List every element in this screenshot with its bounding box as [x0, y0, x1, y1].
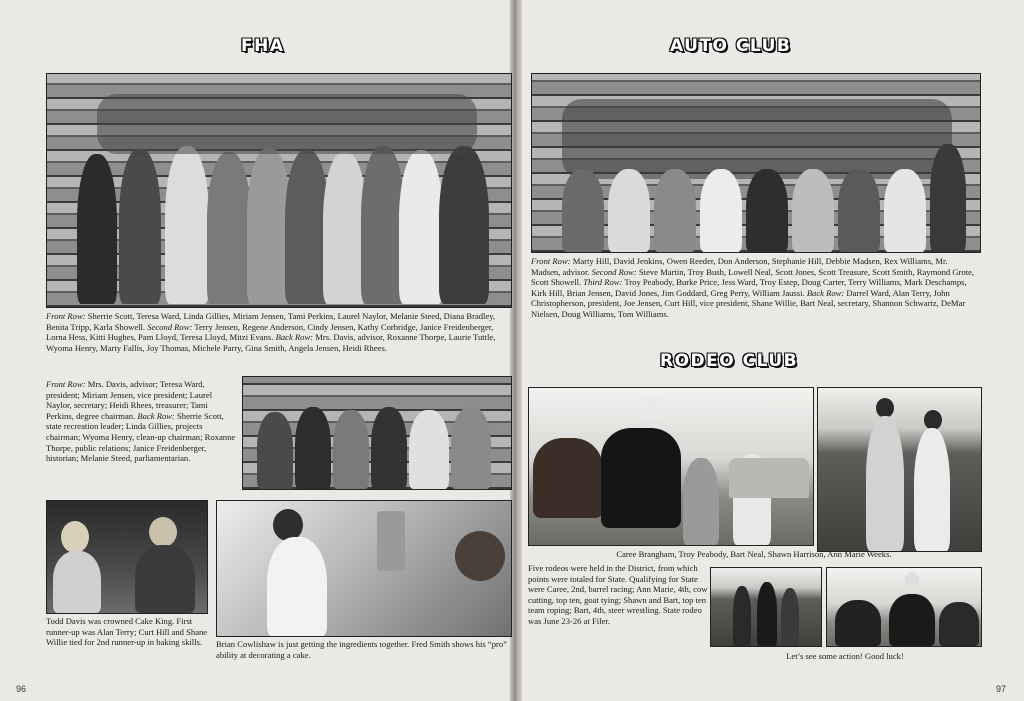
officer-figure	[295, 407, 331, 489]
student-figure	[119, 149, 161, 304]
student-figure	[267, 537, 327, 637]
back-rows-crowd	[97, 94, 477, 154]
member-figure	[562, 169, 604, 252]
member-figure	[884, 169, 926, 252]
officer-figure	[333, 410, 369, 489]
fha-group-caption: Front Row: Sherrie Scott, Teresa Ward, Linda Gillies, Miriam Jensen, Tami Perkins, Laurel Naylor, Melanie Steed, Diana Bradley, Benita Tripp, Karla Showell. Second Row: Terry Jensen, Regene Anderson, Cindy Jensen, Kathy Corbridge, Janice Freidenberger, Lorna Hess, Kitti Hughes, Pam Lloyd, Teresa Lloyd, Mitzi Evans. Back Row: Mrs. Davis, advisor, Roxanne Thorpe, Laurie Tuttle, Wyoma Henry, Marty Fallis, Joy Thomas, Michele Parry, Gina Smith, Angela Jensen, Heidi Rhees.	[46, 311, 496, 353]
member-figure	[838, 169, 880, 252]
rodeo-action-photo-1	[710, 567, 822, 647]
auto-club-group-photo	[531, 73, 981, 253]
officer-figure	[257, 412, 293, 489]
rodeo-results-caption: Five rodeos were held in the District, from which points were totaled for State. Qualifying for State were Caree, 2nd, barrel racing; Ann Marie, 4th, cow cutting, top ten, goat tying; Shawn and Bart, top ten team roping; Bart, 4th, steer wrestling. State rodeo was June 23-26 at Filer.	[528, 563, 708, 626]
horse	[835, 600, 881, 646]
member-figure	[608, 169, 650, 252]
rodeo-horses-photo	[528, 387, 814, 546]
horse	[889, 594, 935, 646]
page-number-right: 97	[996, 684, 1007, 694]
cake-king-photo	[46, 500, 208, 614]
officer-figure	[409, 410, 449, 489]
cake-king-caption: Todd Davis was crowned Cake King. First runner-up was Alan Terry; Curt Hill and Shane Willie tied for 2nd runner-up in baking skills.	[46, 616, 208, 648]
cake-making-photo	[216, 500, 512, 637]
member-figure	[700, 169, 742, 252]
rider-hat	[905, 572, 919, 586]
officer-figure	[451, 407, 491, 489]
member-figure	[733, 586, 751, 646]
student-figure	[53, 551, 101, 613]
member-head	[876, 398, 894, 418]
member-head	[924, 410, 942, 430]
rider-hat	[641, 398, 663, 420]
horse	[939, 602, 979, 646]
auto-club-heading: AUTO CLUB	[670, 36, 792, 56]
student-figure	[77, 154, 117, 304]
cake-making-caption: Brian Cowlishaw is just getting the ingredients together. Fred Smith shows his “pro” ability at decorating a cake.	[216, 639, 507, 660]
student-figure	[135, 545, 195, 613]
back-rows-crowd	[562, 99, 952, 179]
fha-group-photo	[46, 73, 512, 308]
member-figure	[866, 416, 904, 551]
rodeo-action-photo-2	[826, 567, 982, 647]
student-head	[149, 517, 177, 547]
blender	[377, 511, 405, 571]
truck	[729, 458, 809, 498]
rodeo-club-heading: RODEO CLUB	[660, 351, 799, 371]
student-figure	[439, 146, 489, 304]
rodeo-members-photo	[817, 387, 982, 552]
member-figure	[914, 428, 950, 551]
member-figure	[781, 588, 799, 646]
student-figure	[165, 146, 209, 304]
student-head	[61, 521, 89, 553]
member-figure	[930, 144, 966, 252]
officer-figure	[371, 407, 407, 489]
member-figure	[792, 169, 834, 252]
member-figure	[654, 169, 696, 252]
horse	[601, 428, 681, 528]
student-head	[455, 531, 505, 581]
page-number-left: 96	[16, 684, 27, 694]
member-figure	[746, 169, 788, 252]
auto-club-caption: Front Row: Marty Hill, David Jenkins, Owen Reeder, Don Anderson, Stephanie Hill, Debbie Madsen, Rex Williams, Mr. Madsen, advisor. Second Row: Steve Martin, Troy Bush, Lowell Neal, Scott Jones, Scott Treasure, Scott Smith, Raymond Grote, Scott Showell. Third Row: Troy Peabody, Burke Price, Jess Ward, Troy Estep, Doug Carter, Terry Williams, Mark Deschamps, Kirk Hill, Brian Jensen, David Jones, Jim Goddard, Greg Perry, William Jaussi. Back Row: Darrel Ward, Alan Terry, John Christopherson, president, Joe Jensen, Curt Hill, vice president, Shane Willie, Bart Neal, secretary, Shannon Schwartz, DeMar Nielsen, Doug Williams, Tom Williams.	[531, 256, 975, 319]
horse	[757, 582, 777, 646]
fha-heading: FHA	[241, 36, 285, 56]
student-figure	[399, 150, 443, 304]
student-figure	[207, 152, 251, 304]
rodeo-action-caption: Let’s see some action! Good luck!	[786, 651, 904, 661]
rodeo-members-caption: Caree Brangham, Troy Peabody, Bart Neal, Shawn Harrison, Ann Marie Weeks.	[616, 549, 892, 559]
member-figure	[683, 458, 719, 545]
fha-officers-photo	[242, 376, 512, 490]
fha-officers-caption: Front Row: Mrs. Davis, advisor; Teresa Ward, president; Miriam Jensen, vice president; Laurel Naylor, secretary; Heidi Rhees, treasurer; Tami Perkins, degree chairman. Back Row: Sherrie Scott, state recreation leader; Linda Gillies, projects chairman; Wyoma Henry, clean-up chairman; Roxanne Thorpe, public relations; Janice Freidenberger, historian; Melanie Steed, parliamentarian.	[46, 379, 236, 464]
horse	[533, 438, 603, 518]
